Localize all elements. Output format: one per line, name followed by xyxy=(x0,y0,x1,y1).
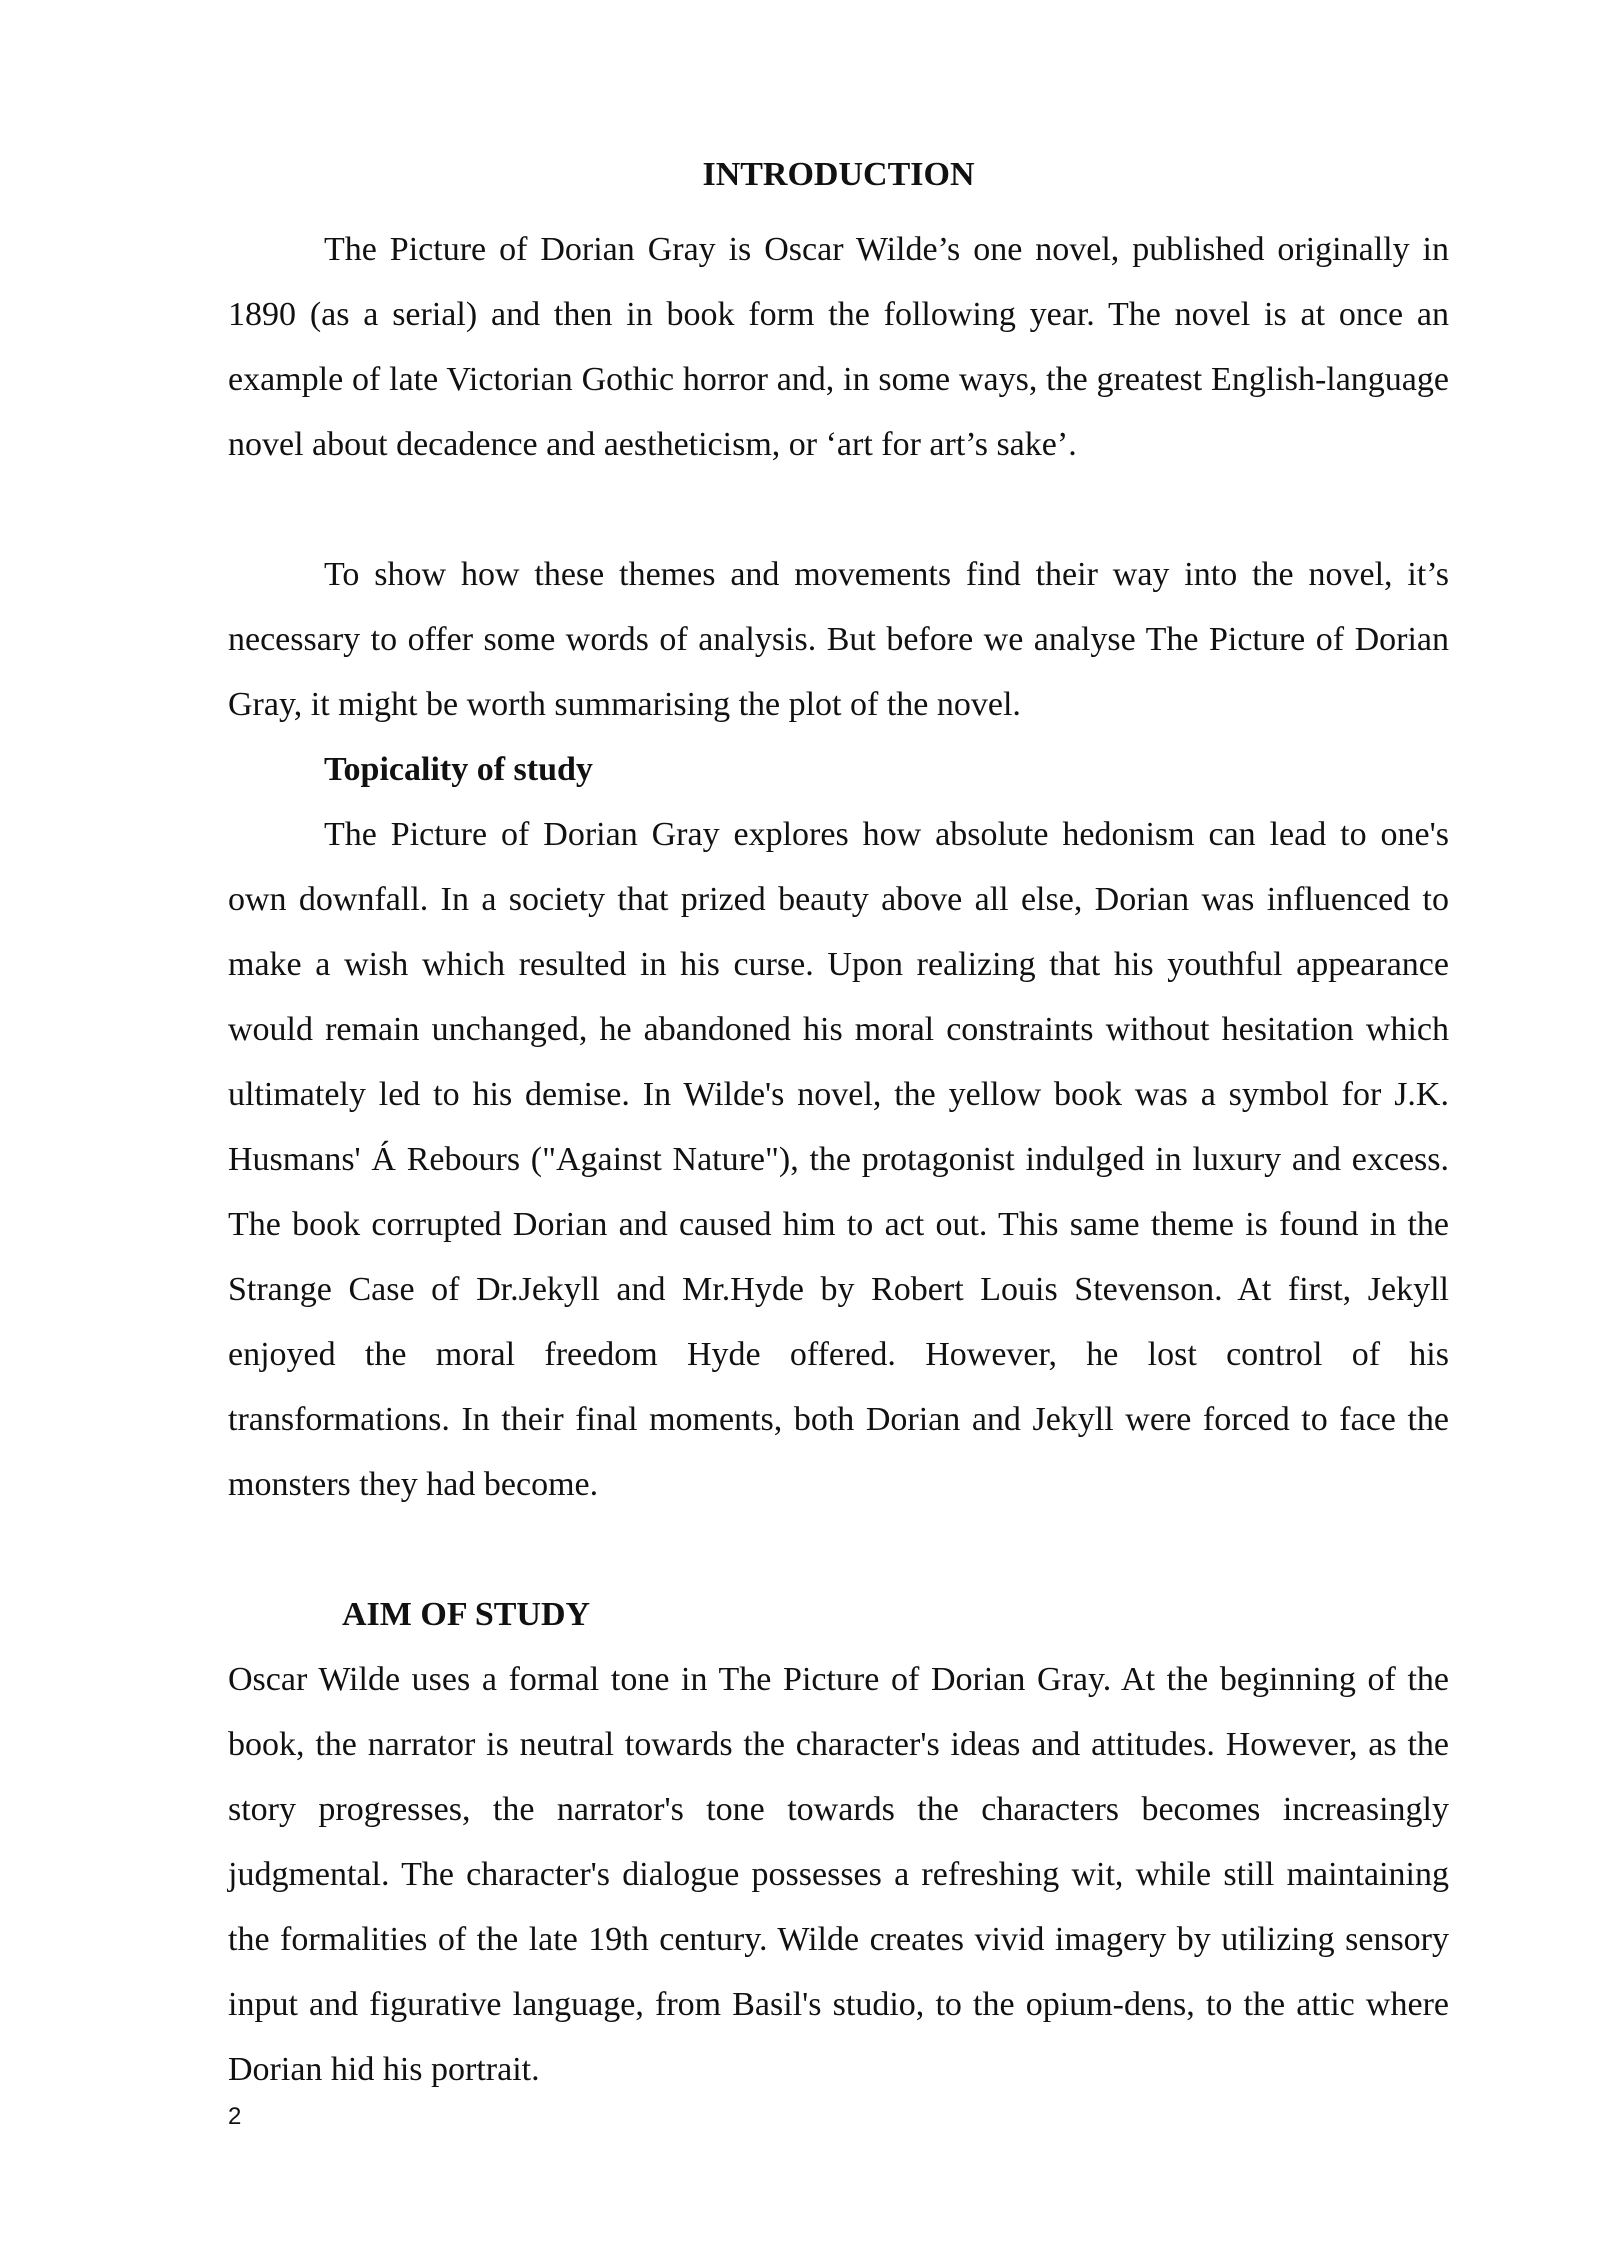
aim-paragraph: Oscar Wilde uses a formal tone in The Picture of Dorian Gray. At the beginning of the book, the narrator is neutral towards the character's ideas and attitudes. However, as the story progresses, the narrator's tone towards the characters becomes increasingly judgmental. The character's dialogue possesses a refreshing wit, while still maintaining the formalities of the late 19th century. Wilde creates vivid imagery by utilizing sensory input and figurative language, from Basil's studio, to the opium-dens, to the attic where Dorian hid his portrait. xyxy=(228,1661,1449,2088)
document-page xyxy=(228,0,1449,2262)
intro-paragraph-1: The Picture of Dorian Gray is Oscar Wilde’s one novel, published originally in 1890 (as a serial) and then in book form the following year. The novel is at once an example of late Victorian Gothic horror and, in some ways, the greatest English-language novel about decadence and aestheticism, or ‘art for art’s sake’. xyxy=(228,231,1449,463)
aim-heading: AIM OF STUDY xyxy=(342,1596,591,1633)
page-number: 2 xyxy=(228,2103,242,2130)
topicality-heading: Topicality of study xyxy=(324,751,593,788)
topicality-paragraph: The Picture of Dorian Gray explores how absolute hedonism can lead to one's own downfall. In a society that prized beauty above all else, Dorian was influenced to make a wish which resulted in his curse. Upon realizing that his youthful appearance would remain unchanged, he abandoned his moral constraints without hesitation which ultimately led to his demise. In Wilde's novel, the yellow book was a symbol for J.K. Husmans' Á Rebours ("Against Nature"), the protagonist indulged in luxury and excess. The book corrupted Dorian and caused him to act out. This same theme is found in the Strange Case of Dr.Jekyll and Mr.Hyde by Robert Louis Stevenson. At first, Jekyll enjoyed the moral freedom Hyde offered. However, he lost control of his transformations. In their final moments, both Dorian and Jekyll were forced to face the monsters they had become. xyxy=(228,816,1449,1503)
page-title: INTRODUCTION xyxy=(702,156,975,193)
intro-paragraph-2: To show how these themes and movements find their way into the novel, it’s necessary to offer some words of analysis. But before we analyse The Picture of Dorian Gray, it might be worth summarising the plot of the novel. xyxy=(228,556,1449,723)
